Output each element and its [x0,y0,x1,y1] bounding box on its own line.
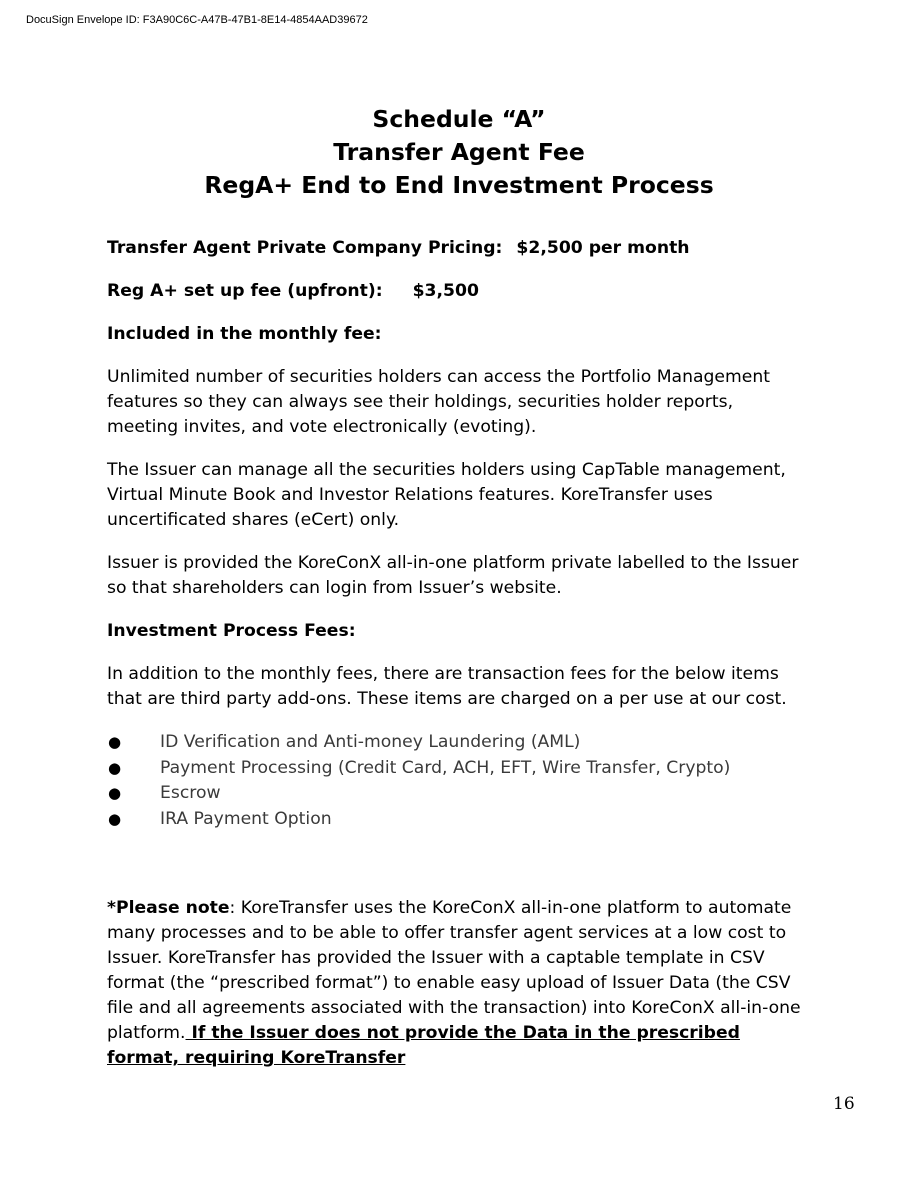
document-title [0,103,918,202]
list-item [107,730,807,756]
list-item [107,756,807,782]
included-heading: Included in the monthly fee: [107,324,382,344]
envelope-id: DocuSign Envelope ID: F3A90C6C-A47B-47B1-8E14-4854AAD39672 [26,14,368,26]
note-underlined-text: If the Issuer does not provide the Data in the prescribed format, requiring KoreTransfer [107,1023,740,1068]
page-number: 16 [833,1094,855,1114]
pricing-row [107,236,807,261]
title-line-2: Transfer Agent Fee [333,138,585,166]
investment-heading: Investment Process Fees: [107,621,356,641]
paragraph-captable: The Issuer can manage all the securities holders using CapTable management, Virtual Minute Book and Investor Relations features. KoreTransfer uses uncertificated shares (eCert) only. [107,460,786,530]
pricing-value: $2,500 per month [516,238,690,258]
note-paragraph [107,896,807,1071]
paragraph-platform: Issuer is provided the KoreConX all-in-one platform private labelled to the Issuer so that shareholders can login from Issuer’s website. [107,553,799,598]
document-body [107,236,807,1089]
fee-item-list [107,730,807,832]
bullet-icon: ● [108,758,122,777]
setup-fee-label: Reg A+ set up fee (upfront): [107,281,383,301]
paragraph-portfolio: Unlimited number of securities holders can access the Portfolio Management features so they can always see their holdings, securities holder reports, meeting invites, and vote electronically (evoting). [107,367,770,437]
list-item-text: IRA Payment Option [160,808,332,829]
setup-fee-row [107,279,807,304]
list-item [107,807,807,833]
list-item [107,781,807,807]
title-line-1: Schedule “A” [372,105,546,133]
list-item-text: ID Verification and Anti-money Laundering (AML) [160,732,581,752]
bullet-icon: ● [108,784,122,802]
pricing-label: Transfer Agent Private Company Pricing: [107,238,503,258]
note-label: *Please note [107,898,230,918]
bullet-icon: ● [108,809,122,828]
list-item-text: Escrow [160,783,221,803]
bullet-icon: ● [108,733,122,751]
note-text: : KoreTransfer uses the KoreConX all-in-one platform to automate many processes and to be able to offer transfer agent services at a low cost to Issuer. KoreTransfer has provided the Issuer with a captable template in CSV format (the “prescribed format”) to enable easy upload of Issuer Data (the CSV file and all agreements associated with the transaction) into KoreConX all-in-one platform. [107,898,801,1043]
title-line-3: RegA+ End to End Investment Process [204,171,714,199]
setup-fee-value: $3,500 [412,281,479,301]
paragraph-investment: In addition to the monthly fees, there are transaction fees for the below items that are third party add-ons. These items are charged on a per use at our cost. [107,664,787,709]
list-item-text: Payment Processing (Credit Card, ACH, EFT, Wire Transfer, Crypto) [160,757,731,778]
